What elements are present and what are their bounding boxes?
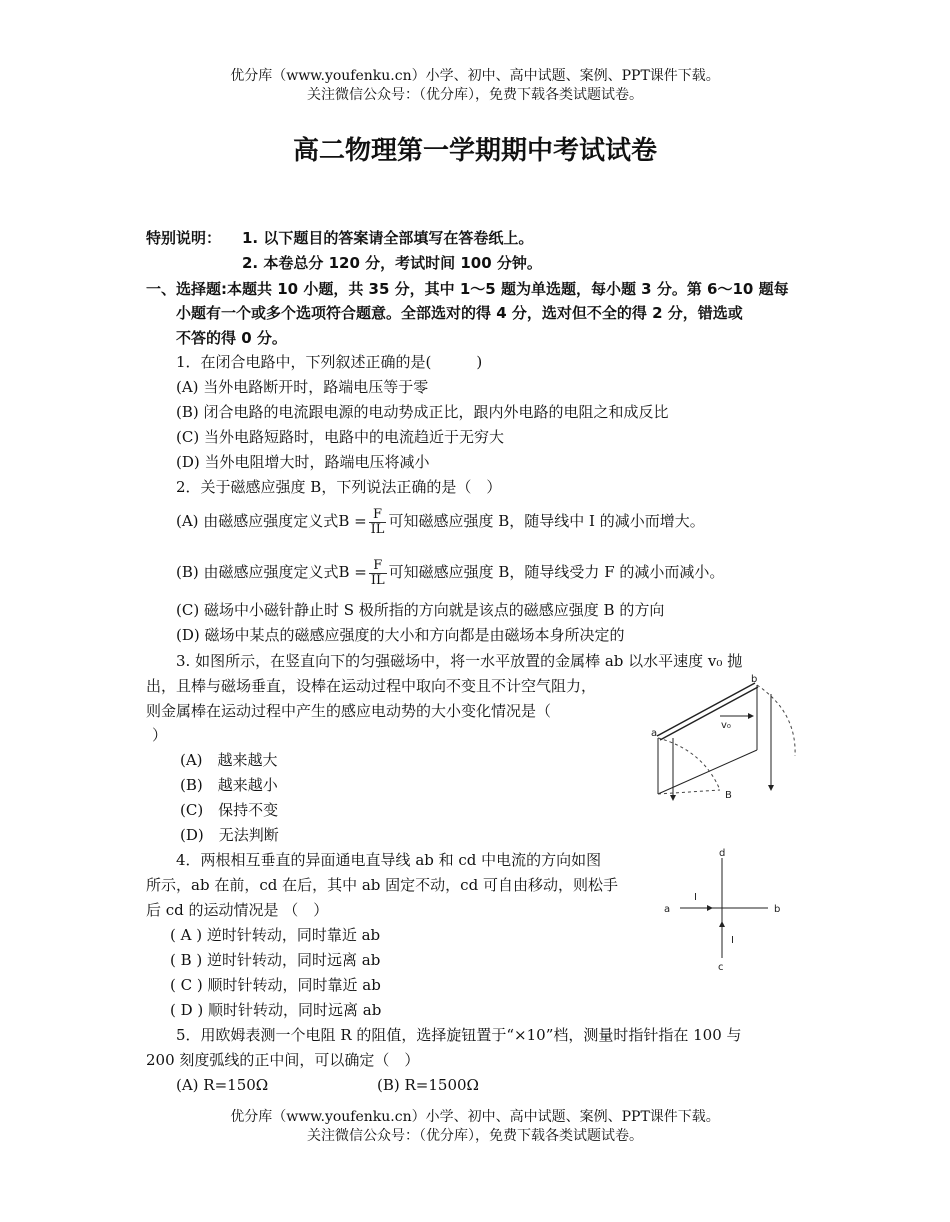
q3-line-3: 则金属棒在运动过程中产生的感应电动势的大小变化情况是（ xyxy=(146,702,552,720)
q4-figure xyxy=(660,846,790,974)
q4-option-d: ( D ) 顺时针转动，同时远离 ab xyxy=(170,1001,382,1019)
q3-line-4: ） xyxy=(152,726,168,744)
section1-line-1: 一、选择题:本题共 10 小题，共 35 分，其中 1～5 题为单选题，每小题 3 分。第 6～10 题每 xyxy=(146,280,789,298)
q3-figure xyxy=(645,672,805,810)
rod-bottom-edge xyxy=(660,687,758,740)
q2-b-prefix: (B) 由磁感应强度定义式 xyxy=(176,563,339,581)
fig3-label-B: B xyxy=(725,790,732,801)
note-2: 2. 本卷总分 120 分，考试时间 100 分钟。 xyxy=(242,254,542,272)
q3-line-1: 3. 如图所示，在竖直向下的匀强磁场中，将一水平放置的金属棒 ab 以水平速度 v₀ 抛 xyxy=(176,652,743,670)
footer-line-2: 关注微信公众号：（优分库），免费下载各类试题试卷。 xyxy=(307,1128,643,1144)
q3-option-a: (A) 越来越大 xyxy=(180,751,278,769)
q4-line-1: 4．两根相互垂直的异面通电直导线 ab 和 cd 中电流的方向如图 xyxy=(176,851,602,869)
fig4-label-I-cd: I xyxy=(731,935,734,946)
fig3-label-v0: v₀ xyxy=(721,720,731,731)
q2-option-c: (C) 磁场中小磁针静止时 S 极所指的方向就是该点的磁感应强度 B 的方向 xyxy=(176,601,665,619)
q2-option-b xyxy=(176,557,724,588)
ground-line xyxy=(658,790,720,794)
note-1: 1. 以下题目的答案请全部填写在答卷纸上。 xyxy=(242,229,534,247)
q3-option-b: (B) 越来越小 xyxy=(180,776,278,794)
fig4-label-c: c xyxy=(718,962,724,973)
section1-line-3: 不答的得 0 分。 xyxy=(176,329,287,347)
q4-option-c: ( C ) 顺时针转动，同时靠近 ab xyxy=(170,976,381,994)
trajectory-left xyxy=(658,738,720,790)
section1-line-2: 小题有一个或多个选项符合题意。全部选对的得 4 分，选对但不全的得 2 分，错选或 xyxy=(176,304,743,322)
fig4-label-I-ab: I xyxy=(694,892,697,903)
q5-option-b: (B) R=1500Ω xyxy=(377,1076,479,1094)
formula-lhs: B = xyxy=(338,512,367,530)
q3-line-2: 出，且棒与磁场垂直，设棒在运动过程中取向不变且不计空气阻力， xyxy=(146,677,597,695)
q1-option-d: (D) 当外电阻增大时，路端电压将减小 xyxy=(176,453,430,471)
q3-option-c: (C) 保持不变 xyxy=(180,801,279,819)
formula-fraction xyxy=(369,508,387,537)
trajectory-right xyxy=(757,685,795,756)
formula-numerator: F xyxy=(369,559,387,574)
notes-label: 特别说明： xyxy=(146,229,222,247)
formula-numerator: F xyxy=(369,508,387,523)
fig4-label-d: d xyxy=(719,848,726,859)
q2-option-d: (D) 磁场中某点的磁感应强度的大小和方向都是由磁场本身所决定的 xyxy=(176,626,625,644)
formula-denominator: IL xyxy=(370,572,385,588)
q1-option-c: (C) 当外电路短路时，电路中的电流趋近于无穷大 xyxy=(176,428,504,446)
q1-option-b: (B) 闭合电路的电流跟电源的电动势成正比，跟内外电路的电阻之和成反比 xyxy=(176,403,669,421)
header-line-2: 关注微信公众号：（优分库），免费下载各类试题试卷。 xyxy=(307,87,643,103)
formula-lhs: B = xyxy=(338,563,367,581)
q4-line-2: 所示，ab 在前，cd 在后，其中 ab 固定不动，cd 可自由移动，则松手 xyxy=(146,876,618,894)
page-title: 高二物理第一学期期中考试试卷 xyxy=(292,136,657,166)
q2-a-prefix: (A) 由磁感应强度定义式 xyxy=(176,512,339,530)
q1-stem: 1．在闭合电路中，下列叙述正确的是( ) xyxy=(176,353,483,371)
q2-b-suffix: 可知磁感应强度 B，随导线受力 F 的减小而减小。 xyxy=(388,563,725,581)
header-line-1: 优分库（www.youfenku.cn）小学、初中、高中试题、案例、PPT课件下载。 xyxy=(230,68,720,84)
q5-line-1: 5．用欧姆表测一个电阻 R 的阻值，选择旋钮置于“×10”档，测量时指针指在 100 与 xyxy=(176,1026,742,1044)
q2-a-suffix: 可知磁感应强度 B，随导线中 I 的减小而增大。 xyxy=(388,512,705,530)
fig3-label-a: a xyxy=(651,728,658,739)
q1-option-a: (A) 当外电路断开时，路端电压等于零 xyxy=(176,378,429,396)
q5-line-2: 200 刻度弧线的正中间，可以确定（ ） xyxy=(146,1051,420,1069)
formula-denominator: IL xyxy=(370,521,385,537)
q2-stem: 2．关于磁感应强度 B，下列说法正确的是（ ） xyxy=(176,478,502,496)
footer-line-1: 优分库（www.youfenku.cn）小学、初中、高中试题、案例、PPT课件下载。 xyxy=(230,1109,720,1125)
fig4-label-b: b xyxy=(774,904,781,915)
q4-option-a: ( A ) 逆时针转动，同时靠近 ab xyxy=(170,926,381,944)
q2-option-a xyxy=(176,506,705,537)
q3-option-d: (D) 无法判断 xyxy=(180,826,279,844)
formula-fraction xyxy=(369,559,387,588)
q4-option-b: ( B ) 逆时针转动，同时远离 ab xyxy=(170,951,381,969)
q5-option-a: (A) R=150Ω xyxy=(176,1076,269,1094)
fig4-label-a: a xyxy=(664,904,671,915)
rod-top-edge xyxy=(657,683,755,736)
q4-line-3: 后 cd 的运动情况是 （ ） xyxy=(146,901,329,919)
fig3-label-b: b xyxy=(751,674,758,685)
